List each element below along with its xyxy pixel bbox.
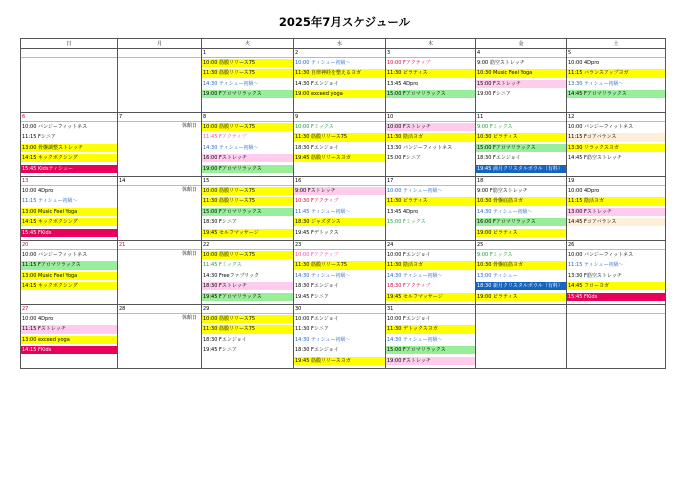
day-cell[interactable] <box>386 113 476 177</box>
class-event[interactable]: 16:00 Fストレッチ <box>202 154 293 162</box>
day-cell[interactable] <box>386 49 476 113</box>
class-event[interactable]: 14:30 ティシュー初級～ <box>477 208 533 215</box>
class-event[interactable]: 10:00 筋膜リリース75 <box>202 123 293 131</box>
day-number: 13 <box>21 177 117 186</box>
day-cell[interactable] <box>118 177 202 241</box>
day-cell[interactable] <box>21 305 118 369</box>
day-cell[interactable] <box>294 241 386 305</box>
class-event[interactable]: 11:15 Fアロマリラックス <box>21 261 117 269</box>
class-event[interactable]: 14:30 ティシュー初級～ <box>203 80 259 87</box>
day-number: 12 <box>567 113 665 122</box>
class-event[interactable]: 11:15 ティシュー初級～ <box>22 198 78 205</box>
day-cell[interactable] <box>386 177 476 241</box>
class-event[interactable]: 14:30 ティシュー初級～ <box>295 272 351 279</box>
day-number: 15 <box>202 177 293 186</box>
week-row <box>21 49 666 113</box>
day-cell[interactable] <box>202 305 294 369</box>
class-event[interactable]: 11:30 ピラティス <box>386 197 475 205</box>
class-event[interactable]: 10:00 4Dpro <box>22 188 54 194</box>
class-event[interactable]: 13:45 4Dpro <box>387 80 419 87</box>
weekday-header: 日 <box>21 39 118 49</box>
day-cell[interactable] <box>202 113 294 177</box>
class-event[interactable]: 18:30 Fアクティブ <box>387 283 431 290</box>
day-cell[interactable] <box>476 305 567 369</box>
day-number: 5 <box>567 49 665 58</box>
day-cell[interactable] <box>567 49 666 113</box>
class-event[interactable]: 10:00 筋膜リリース75 <box>202 315 293 323</box>
week-row <box>21 113 666 177</box>
day-number: 17 <box>386 177 475 186</box>
closed-day-label: 休館日 <box>181 315 197 321</box>
class-event[interactable]: 11:30 筋膜リリース75 <box>202 69 293 77</box>
class-event[interactable]: 14:45 F筋空ストレッチ <box>568 155 622 162</box>
weekday-header: 木 <box>386 39 476 49</box>
class-event[interactable]: 14:15 キックボクシング <box>21 282 117 290</box>
day-number: 1 <box>202 49 293 58</box>
week-row <box>21 177 666 241</box>
class-event[interactable]: 14:30 ティシュー初級～ <box>295 336 351 343</box>
day-number: 23 <box>294 241 385 250</box>
day-number: 31 <box>386 305 475 314</box>
day-number: 27 <box>21 305 117 314</box>
class-event[interactable]: 14:15 キックボクシング <box>21 218 117 226</box>
class-event[interactable]: 9:00 Fストレッチ <box>294 187 385 195</box>
class-event[interactable]: 13:00 Music Feel Yoga <box>21 208 117 216</box>
day-cell[interactable] <box>202 49 294 113</box>
class-event[interactable]: 19:45 Fアロマリラックス <box>202 293 293 301</box>
class-event[interactable]: 10:00 Fエンジョイ <box>387 252 431 258</box>
class-event[interactable]: 10:00 筋膜リリース75 <box>202 59 293 67</box>
class-event[interactable]: 13:00 骨盤調整ストレッチ <box>21 144 117 152</box>
class-event[interactable]: 19:45 Fシニア <box>203 347 237 354</box>
class-event[interactable]: 19:45 満月クリスタルボウル（有料） <box>476 165 566 173</box>
class-event[interactable]: 18:30 Fエンジョイ <box>295 144 339 151</box>
day-number: 20 <box>21 241 117 250</box>
class-event[interactable]: 10:00 ティシュー初級～ <box>387 188 443 194</box>
class-event[interactable]: 19:45 セルフマッサージ <box>202 229 293 237</box>
day-number: 7 <box>118 113 201 122</box>
day-number: 22 <box>202 241 293 250</box>
day-number: 2 <box>294 49 385 58</box>
class-event[interactable]: 13:30 バンジーフィットネス <box>387 144 453 151</box>
class-event[interactable]: 11:30 デトックスヨガ <box>386 325 475 333</box>
class-event[interactable]: 10:30 Fアクティブ <box>295 198 339 205</box>
class-event[interactable]: 11:30 筋膜リリース75 <box>294 133 385 141</box>
day-number: 14 <box>118 177 201 186</box>
day-number: 9 <box>294 113 385 122</box>
class-event[interactable]: 19:45 セルフマッサージ <box>386 293 475 301</box>
class-event[interactable]: 13:00 ティシュー <box>477 272 518 279</box>
class-event[interactable]: 18:30 Fストレッチ <box>202 282 293 290</box>
class-event[interactable]: 11:15 陰活ヨガ <box>567 197 665 205</box>
class-event[interactable]: 10:00 Fアクティブ <box>295 252 339 258</box>
class-event[interactable]: 13:30 ティシュー初級～ <box>568 80 624 87</box>
class-event[interactable]: 19:00 exceed yoga <box>294 90 385 98</box>
class-event[interactable]: 18:30 ジャズダンス <box>294 218 385 226</box>
class-event[interactable]: 10:00 4Dpro <box>568 188 600 194</box>
class-event[interactable]: 10:00 バンジーフィットネス <box>568 124 634 130</box>
class-event[interactable]: 10:00 バンジーフィットネス <box>22 124 88 130</box>
day-cell[interactable] <box>567 241 666 305</box>
class-event[interactable]: 10:00 Fアクティブ <box>387 60 431 66</box>
day-number: 4 <box>476 49 566 58</box>
class-event[interactable]: 10:00 筋膜リリース75 <box>202 251 293 259</box>
class-event[interactable]: 13:30 リラックスヨガ <box>567 144 665 152</box>
class-event[interactable]: 18:30 Fエンジョイ <box>203 336 247 343</box>
day-number <box>21 49 117 58</box>
closed-day-label: 休館日 <box>181 251 197 257</box>
class-event[interactable]: 10:30 骨盤底筋ヨガ <box>476 261 566 269</box>
class-event[interactable]: 11:30 ピラティス <box>386 69 475 77</box>
day-cell[interactable] <box>21 241 118 305</box>
weekday-header: 月 <box>118 39 202 49</box>
class-event[interactable]: 10:00 バンジーフィットネス <box>22 252 88 258</box>
day-number: 21 <box>118 241 201 250</box>
class-event[interactable]: 15:45 FKids <box>567 293 665 301</box>
class-event[interactable]: 15:00 Fシニア <box>387 155 421 162</box>
class-event[interactable]: 14:30 ティシュー初級～ <box>387 336 443 343</box>
day-number <box>567 305 665 314</box>
class-event[interactable]: 10:00 バンジーフィットネス <box>568 252 634 258</box>
class-event[interactable]: 10:00 Fストレッチ <box>386 123 475 131</box>
day-number: 29 <box>202 305 293 314</box>
day-number: 6 <box>21 113 117 122</box>
class-event[interactable]: 14:30 ティシュー初級～ <box>203 144 259 151</box>
class-event[interactable]: 11:45 Fアクティブ <box>203 134 247 141</box>
day-cell[interactable] <box>294 113 386 177</box>
day-number <box>118 49 201 58</box>
weekday-header: 金 <box>476 39 567 49</box>
class-event[interactable]: 14:15 キックボクシング <box>21 154 117 162</box>
class-event[interactable]: 11:45 Fミックス <box>203 262 242 269</box>
class-event[interactable]: 14:30 Fエンジョイ <box>295 80 339 87</box>
class-event[interactable]: 15:00 Fアロマリラックス <box>202 208 293 216</box>
day-cell[interactable] <box>567 177 666 241</box>
day-number: 8 <box>202 113 293 122</box>
weekday-header-row <box>21 39 666 49</box>
day-cell[interactable] <box>118 49 202 113</box>
class-event[interactable]: 10:00 Fミックス <box>295 124 334 130</box>
class-event[interactable]: 9:00 筋空ストレッチ <box>477 60 525 66</box>
class-event[interactable]: 10:00 Fエンジョイ <box>295 316 339 322</box>
day-number: 18 <box>476 177 566 186</box>
class-event[interactable]: 11:30 筋膜リリース75 <box>294 261 385 269</box>
day-cell[interactable] <box>294 49 386 113</box>
class-event[interactable]: 11:15 Fストレッチ <box>21 325 117 333</box>
class-event[interactable]: 15:00 Fアロマリラックス <box>386 346 475 354</box>
class-event[interactable]: 11:15 バランスアップヨガ <box>567 69 665 77</box>
class-event[interactable]: 11:15 ティシュー初級～ <box>568 262 624 269</box>
class-event[interactable]: 15:45 FKids <box>21 229 117 237</box>
day-number: 11 <box>476 113 566 122</box>
class-event[interactable]: 9:00 Fミックス <box>477 124 513 130</box>
class-event[interactable]: 10:30 Music Feel Yoga <box>476 69 566 77</box>
class-event[interactable]: 19:45 筋膜リリースヨガ <box>294 154 385 162</box>
weekday-header: 水 <box>294 39 386 49</box>
class-event[interactable]: 10:30 骨盤底筋ヨガ <box>476 197 566 205</box>
day-cell[interactable] <box>118 305 202 369</box>
day-number: 3 <box>386 49 475 58</box>
class-event[interactable]: 13:00 Music Feel Yoga <box>21 272 117 280</box>
class-event[interactable]: 19:00 Fシニア <box>477 91 511 98</box>
weekday-header: 火 <box>202 39 294 49</box>
class-event[interactable]: 16:00 Fアロマリラックス <box>476 218 566 226</box>
day-number: 19 <box>567 177 665 186</box>
class-event[interactable]: 19:00 ピラティス <box>476 293 566 301</box>
class-event[interactable]: 11:30 自律神経を整えるヨガ <box>294 69 385 77</box>
day-cell[interactable] <box>567 113 666 177</box>
class-event[interactable]: 10:00 4Dpro <box>568 60 600 66</box>
day-cell[interactable] <box>476 241 567 305</box>
week-row <box>21 305 666 369</box>
day-cell[interactable] <box>202 177 294 241</box>
class-event[interactable]: 15:00 Fミックス <box>387 219 426 226</box>
class-event[interactable]: 19:45 Fシニア <box>295 293 329 300</box>
class-event[interactable]: 13:00 Fストレッチ <box>567 208 665 216</box>
class-event[interactable]: 18:30 Fエンジョイ <box>295 283 339 290</box>
class-event[interactable]: 14:45 Fアロマリラックス <box>567 90 665 98</box>
class-event[interactable]: 11:30 Fシニア <box>295 326 329 333</box>
day-number: 16 <box>294 177 385 186</box>
class-event[interactable]: 13:00 exceed yoga <box>21 336 117 344</box>
class-event[interactable]: 10:00 Fエンジョイ <box>387 316 431 322</box>
week-row <box>21 241 666 305</box>
day-cell[interactable] <box>118 241 202 305</box>
page-title: 2025年7月スケジュール <box>278 15 411 29</box>
day-number: 30 <box>294 305 385 314</box>
day-number <box>476 305 566 314</box>
day-cell[interactable] <box>21 113 118 177</box>
class-event[interactable]: 9:00 Fミックス <box>477 252 513 258</box>
day-cell[interactable] <box>386 241 476 305</box>
calendar-grid <box>20 38 666 369</box>
day-number: 24 <box>386 241 475 250</box>
day-cell[interactable] <box>386 305 476 369</box>
weekday-header: 土 <box>567 39 666 49</box>
class-event[interactable]: 19:00 Fアロマリラックス <box>202 165 293 173</box>
day-cell[interactable] <box>294 305 386 369</box>
class-event[interactable]: 18:30 Fシニア <box>203 219 237 226</box>
class-event[interactable]: 11:15 Fコアバランス <box>567 133 665 141</box>
calendar-body <box>21 49 666 369</box>
class-event[interactable]: 19:00 Fアロマリラックス <box>202 90 293 98</box>
class-event[interactable]: 11:30 筋膜リリース75 <box>202 197 293 205</box>
day-cell[interactable] <box>476 49 567 113</box>
closed-day-label: 休館日 <box>181 187 197 193</box>
class-event[interactable]: 14:30 Freeファブリック <box>203 272 260 279</box>
class-event[interactable]: 14:45 フローヨガ <box>567 282 665 290</box>
class-event[interactable]: 14:30 ティシュー初級～ <box>387 272 443 279</box>
class-event[interactable]: 19:00 Fストレッチ <box>386 357 475 365</box>
class-event[interactable]: 9:00 F筋空ストレッチ <box>477 188 528 194</box>
class-event[interactable]: 15:45 Kidsティシュー <box>21 165 117 173</box>
class-event[interactable]: 15:00 Fストレッチ <box>476 80 566 88</box>
class-event[interactable]: 10:00 筋膜リリース75 <box>202 187 293 195</box>
day-number: 28 <box>118 305 201 314</box>
day-number: 26 <box>567 241 665 250</box>
day-number: 25 <box>476 241 566 250</box>
day-cell[interactable] <box>202 241 294 305</box>
class-event[interactable]: 15:00 Fアロマリラックス <box>386 90 475 98</box>
class-event[interactable]: 18:30 Fエンジョイ <box>477 155 521 162</box>
class-event[interactable]: 14:15 FKids <box>21 346 117 354</box>
class-event[interactable]: 11:15 Fシニア <box>22 134 56 141</box>
class-event[interactable]: 18:30 新月クリスタルボウル（有料） <box>476 282 566 290</box>
day-cell[interactable] <box>476 177 567 241</box>
day-cell[interactable] <box>294 177 386 241</box>
closed-day-label: 休館日 <box>181 123 197 129</box>
day-cell[interactable] <box>476 113 567 177</box>
day-cell[interactable] <box>21 49 118 113</box>
class-event[interactable]: 14:45 Fコアバランス <box>567 218 665 226</box>
class-event[interactable]: 15:00 Fアロマリラックス <box>476 144 566 152</box>
day-cell[interactable] <box>118 113 202 177</box>
class-event[interactable]: 13:30 F筋空ストレッチ <box>568 272 622 279</box>
class-event[interactable]: 10:00 ティシュー初級～ <box>295 60 351 66</box>
class-event[interactable]: 18:30 Fエンジョイ <box>295 347 339 354</box>
class-event[interactable]: 10:00 4Dpro <box>22 316 54 322</box>
class-event[interactable]: 11:30 筋膜リリース75 <box>202 325 293 333</box>
class-event[interactable]: 19:45 Fデトックス <box>295 229 339 236</box>
class-event[interactable]: 19:00 ピラティス <box>476 229 566 237</box>
day-cell[interactable] <box>21 177 118 241</box>
class-event[interactable]: 13:45 4Dpro <box>387 208 419 215</box>
day-number: 10 <box>386 113 475 122</box>
class-event[interactable]: 19:45 筋膜リリースヨガ <box>294 357 385 365</box>
class-event[interactable]: 11:30 陰活ヨガ <box>386 261 475 269</box>
class-event[interactable]: 11:30 陰活ヨガ <box>386 133 475 141</box>
class-event[interactable]: 11:45 ティシュー初級～ <box>295 208 351 215</box>
class-event[interactable]: 10:30 ピラティス <box>476 133 566 141</box>
day-cell[interactable] <box>567 305 666 369</box>
